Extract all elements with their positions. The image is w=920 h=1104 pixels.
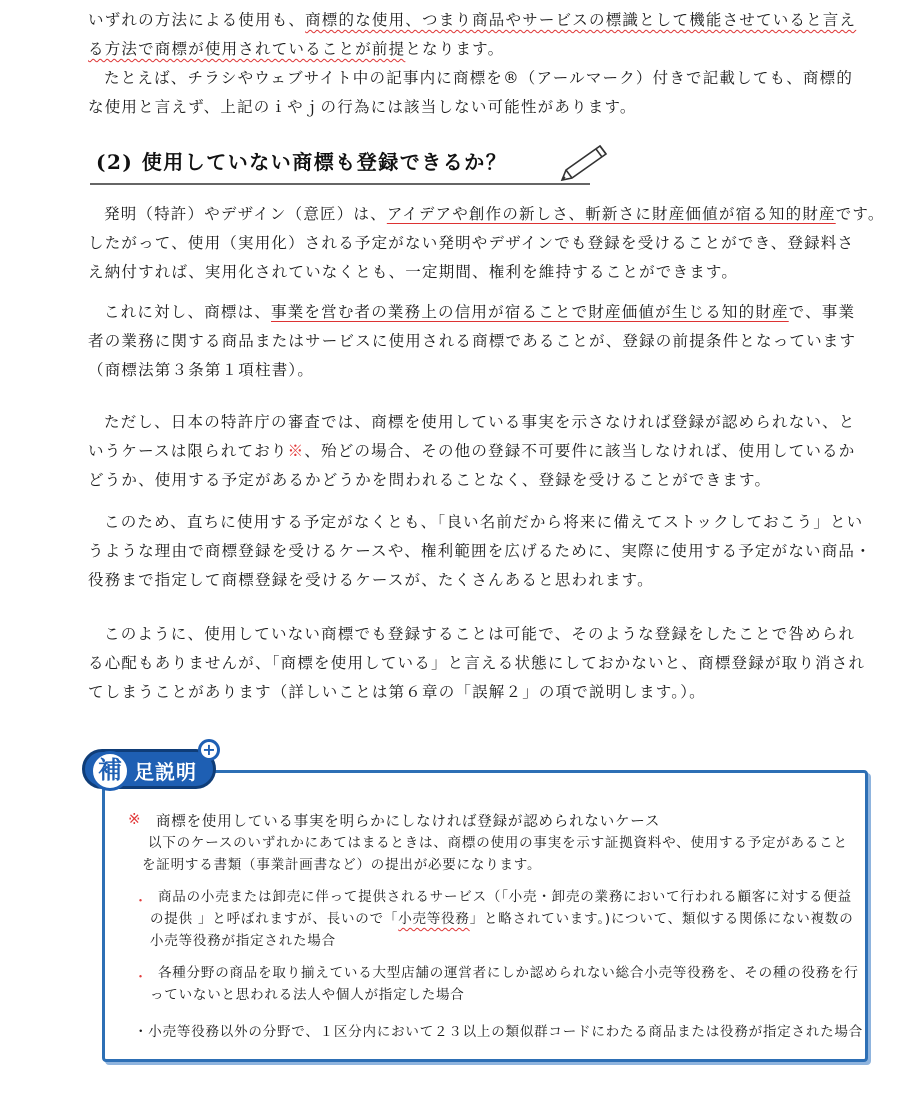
supplement-item-3: ・小売等役務以外の分野で、１区分内において２３以上の類似群コードにわたる商品または役務が指定された場合	[134, 1024, 864, 1040]
text-line: いずれの方法による使用も、商標的な使用、つまり商品やサービスの標識として機能させていると言え	[88, 11, 857, 29]
text-line: したがって、使用（実用化）される予定がない発明やデザインでも登録を受けることができ、登録料さ	[88, 234, 855, 252]
text-line: てしまうことがあります（詳しいことは第６章の「誤解２」の項で説明します。）。	[88, 683, 706, 701]
plus-icon: +	[198, 739, 220, 761]
text-line: な使用と言えず、上記のｉやｊの行為には該当しない可能性があります。	[88, 98, 637, 116]
paragraph-cancellation	[88, 620, 866, 707]
section-title: (2) 使用していない商標も登録できるか？	[96, 150, 508, 174]
text-line: どうか、使用する予定があるかどうかを問われることなく、登録を受けることができます。	[88, 471, 772, 489]
supplement-asterisk: ※	[128, 810, 141, 828]
bullet-mark: ・	[134, 970, 148, 985]
supplement-heading: 商標を使用している事実を明らかにしなければ登録が認められないケース	[156, 814, 661, 830]
paragraph-stock	[88, 508, 872, 595]
supplement-badge	[82, 740, 222, 793]
badge-label: 足説明	[134, 760, 197, 784]
heading-underline	[90, 183, 590, 185]
paragraph-inventions	[88, 200, 885, 287]
paragraph-trademarks	[88, 298, 857, 385]
text-line: 者の業務に関する商品またはサービスに使用される商標であることが、登録の前提条件となっています	[88, 332, 857, 350]
pencil-icon	[556, 140, 612, 186]
text-line: る心配もありませんが、「商標を使用している」と言える状態にしておかないと、商標登録が取り消され	[88, 654, 866, 672]
text-line: このため、直ちに使用する予定がなくとも、「良い名前だから将来に備えてストックしておこう」とい	[104, 513, 864, 531]
text-line: いうケースは限られており※、殆どの場合、その他の登録不可要件に該当しなければ、使用しているか	[88, 442, 856, 460]
text-line: これに対し、商標は、事業を営む者の業務上の信用が宿ることで財産価値が生じる知的財産で、事業	[104, 303, 856, 321]
bullet-mark: ・	[134, 894, 148, 909]
text-line: え納付すれば、実用化されていなくとも、一定期間、権利を維持することができます。	[88, 263, 739, 281]
text-line: うような理由で商標登録を受けるケースや、権利範囲を広げるために、実際に使用する予定がない商品・	[88, 542, 872, 560]
supplement-intro: 以下のケースのいずれかにあてはまるときは、商標の使用の事実を示す証拠資料や、使用する予定があること を証明する書類（事業計画書など）の提出が必要になります。	[142, 835, 848, 873]
supplement-item-2: 各種分野の商品を取り揃えている大型店舗の運営者にしか認められない総合小売等役務を、その種の役務を行 っていないと思われる法人や個人が指定した場合	[150, 965, 859, 1003]
supplement-item-1: 商品の小売または卸売に伴って提供されるサービス（「小売・卸売の業務において行われる顧客に対する便益 の提供 」と呼ばれますが、長いので「小売等役務」と略されています。)について、類似する関係にない複数の 小売等役務が指定された場合	[150, 889, 854, 949]
text-line: （商標法第３条第１項柱書）。	[88, 361, 315, 379]
paragraph-examination	[88, 408, 856, 495]
badge-first-char: 補	[90, 751, 130, 791]
text-line: たとえば、チラシやウェブサイト中の記事内に商標を®（アールマーク）付きで記載しても、商標的	[104, 69, 854, 87]
text-line: 発明（特許）やデザイン（意匠）は、アイデアや創作の新しさ、斬新さに財産価値が宿る知的財産です。	[104, 205, 885, 223]
text-line: このように、使用していない商標でも登録することは可能で、そのような登録をしたことで咎められ	[104, 625, 856, 643]
text-line: る方法で商標が使用されていることが前提となります。	[88, 40, 505, 58]
text-line: 役務まで指定して商標登録を受けるケースが、たくさんあると思われます。	[88, 571, 654, 589]
intro-paragraph	[88, 6, 857, 122]
text-line: ただし、日本の特許庁の審査では、商標を使用している事実を示さなければ登録が認められない、と	[104, 413, 856, 431]
footnote-asterisk: ※	[287, 442, 305, 460]
